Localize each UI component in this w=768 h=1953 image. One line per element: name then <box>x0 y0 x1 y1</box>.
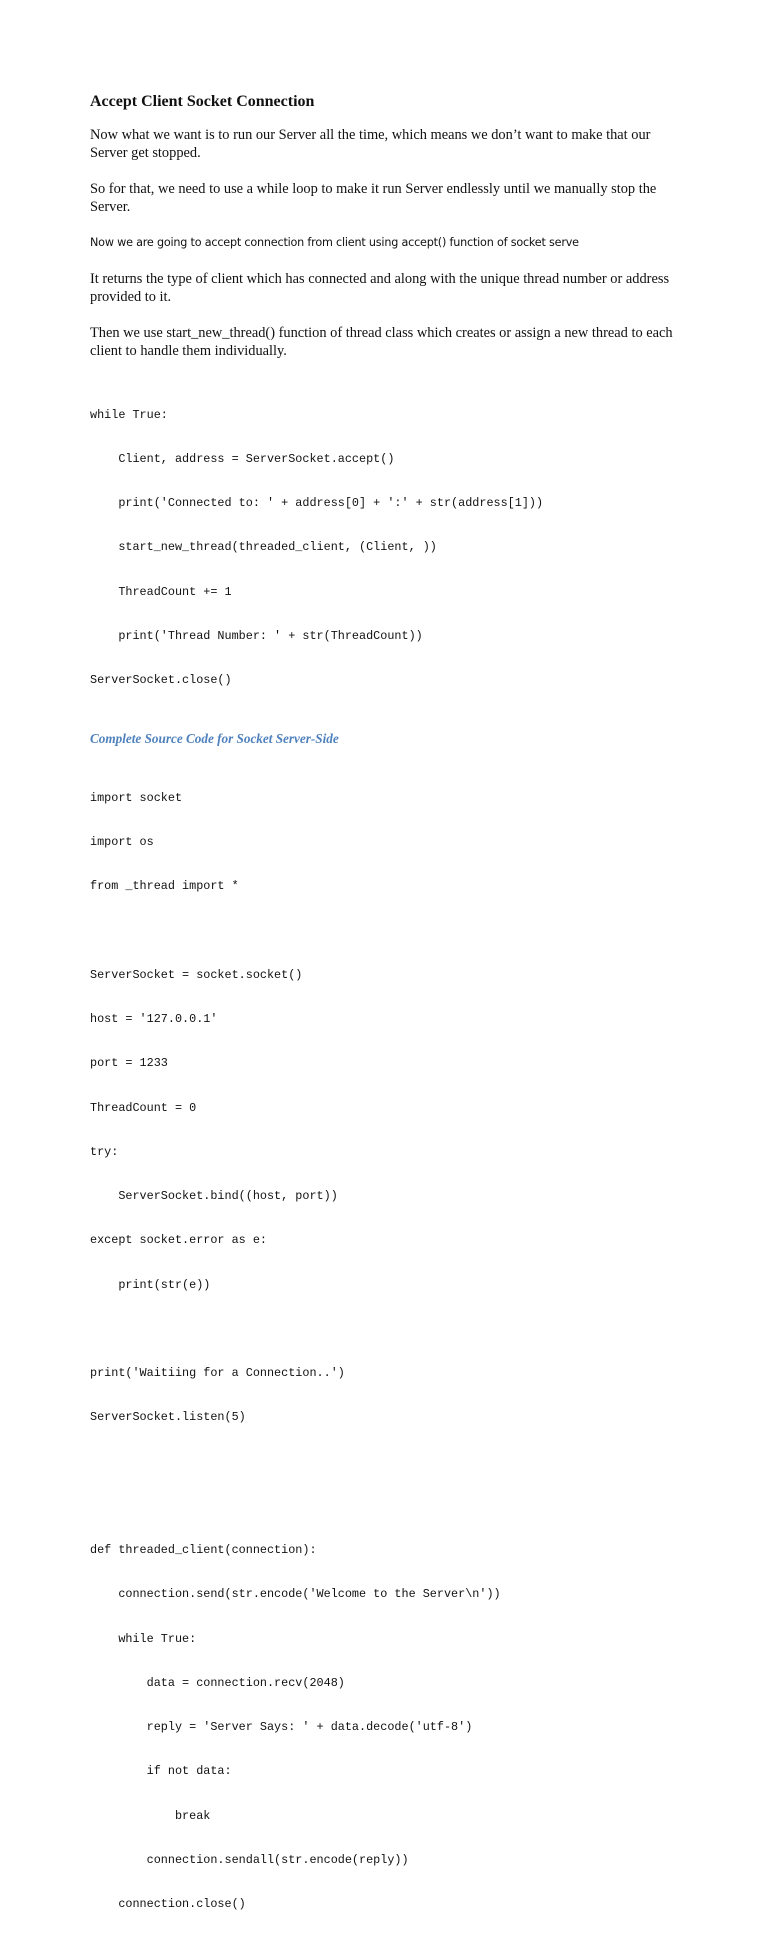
code-line: ThreadCount += 1 <box>90 584 232 599</box>
section-heading: Accept Client Socket Connection <box>90 93 315 110</box>
note-accept-connection: Now we are going to accept connection from client using accept() function of socket serve <box>90 236 579 249</box>
code-line: ThreadCount = 0 <box>90 1100 197 1115</box>
code-line <box>90 1499 690 1514</box>
code-line: connection.sendall(str.encode(reply)) <box>90 1852 409 1867</box>
code-line: from _thread import * <box>90 879 239 894</box>
code-line: port = 1233 <box>90 1056 168 1071</box>
code-line: break <box>90 1808 211 1823</box>
code-line: print(str(e)) <box>90 1277 211 1292</box>
code-line: while True: <box>90 407 168 422</box>
code-line: print('Thread Number: ' + str(ThreadCount)) <box>90 628 423 643</box>
code-line: Client, address = ServerSocket.accept() <box>90 451 395 466</box>
code-line: connection.close() <box>90 1897 246 1911</box>
code-line: start_new_thread(threaded_client, (Client, )) <box>90 540 437 555</box>
code-line: while True: <box>90 1631 197 1646</box>
code-line: ServerSocket = socket.socket() <box>90 967 303 982</box>
code-line <box>90 1455 690 1470</box>
code-line: print('Connected to: ' + address[0] + ':' + str(address[1])) <box>90 496 544 510</box>
code-line: connection.send(str.encode('Welcome to the Server\n')) <box>90 1587 501 1602</box>
code-block-accept-loop <box>90 378 690 717</box>
paragraph-run-server: Now what we want is to run our Server all the time, which means we don’t want to make that our Server get stopped. <box>90 127 651 161</box>
paragraph-start-new-thread: Then we use start_new_thread() function of thread class which creates or assign a new thread to each client to handle them individually. <box>90 325 673 359</box>
code-line: except socket.error as e: <box>90 1233 267 1248</box>
code-line: data = connection.recv(2048) <box>90 1675 345 1690</box>
code-line <box>90 1322 690 1337</box>
code-line: import socket <box>90 790 183 805</box>
code-line: import os <box>90 835 154 849</box>
code-line: def threaded_client(connection): <box>90 1543 317 1557</box>
subheading-complete-source: Complete Source Code for Socket Server-Side <box>90 731 339 747</box>
code-line: if not data: <box>90 1764 232 1779</box>
document-page <box>90 90 690 1953</box>
code-line: ServerSocket.listen(5) <box>90 1410 246 1425</box>
code-line: host = '127.0.0.1' <box>90 1012 218 1026</box>
paragraph-returns-client: It returns the type of client which has connected and along with the unique thread number or address provided to it. <box>90 271 670 305</box>
code-block-server-source <box>90 761 690 1941</box>
code-line: ServerSocket.close() <box>90 673 232 687</box>
code-line: try: <box>90 1144 119 1159</box>
code-line <box>90 924 690 939</box>
code-line: ServerSocket.bind((host, port)) <box>90 1189 338 1203</box>
code-line: print('Waitiing for a Connection..') <box>90 1366 345 1380</box>
paragraph-while-loop: So for that, we need to use a while loop to make it run Server endlessly until we manually stop the Server. <box>90 181 657 215</box>
code-line: reply = 'Server Says: ' + data.decode('utf-8') <box>90 1720 473 1734</box>
